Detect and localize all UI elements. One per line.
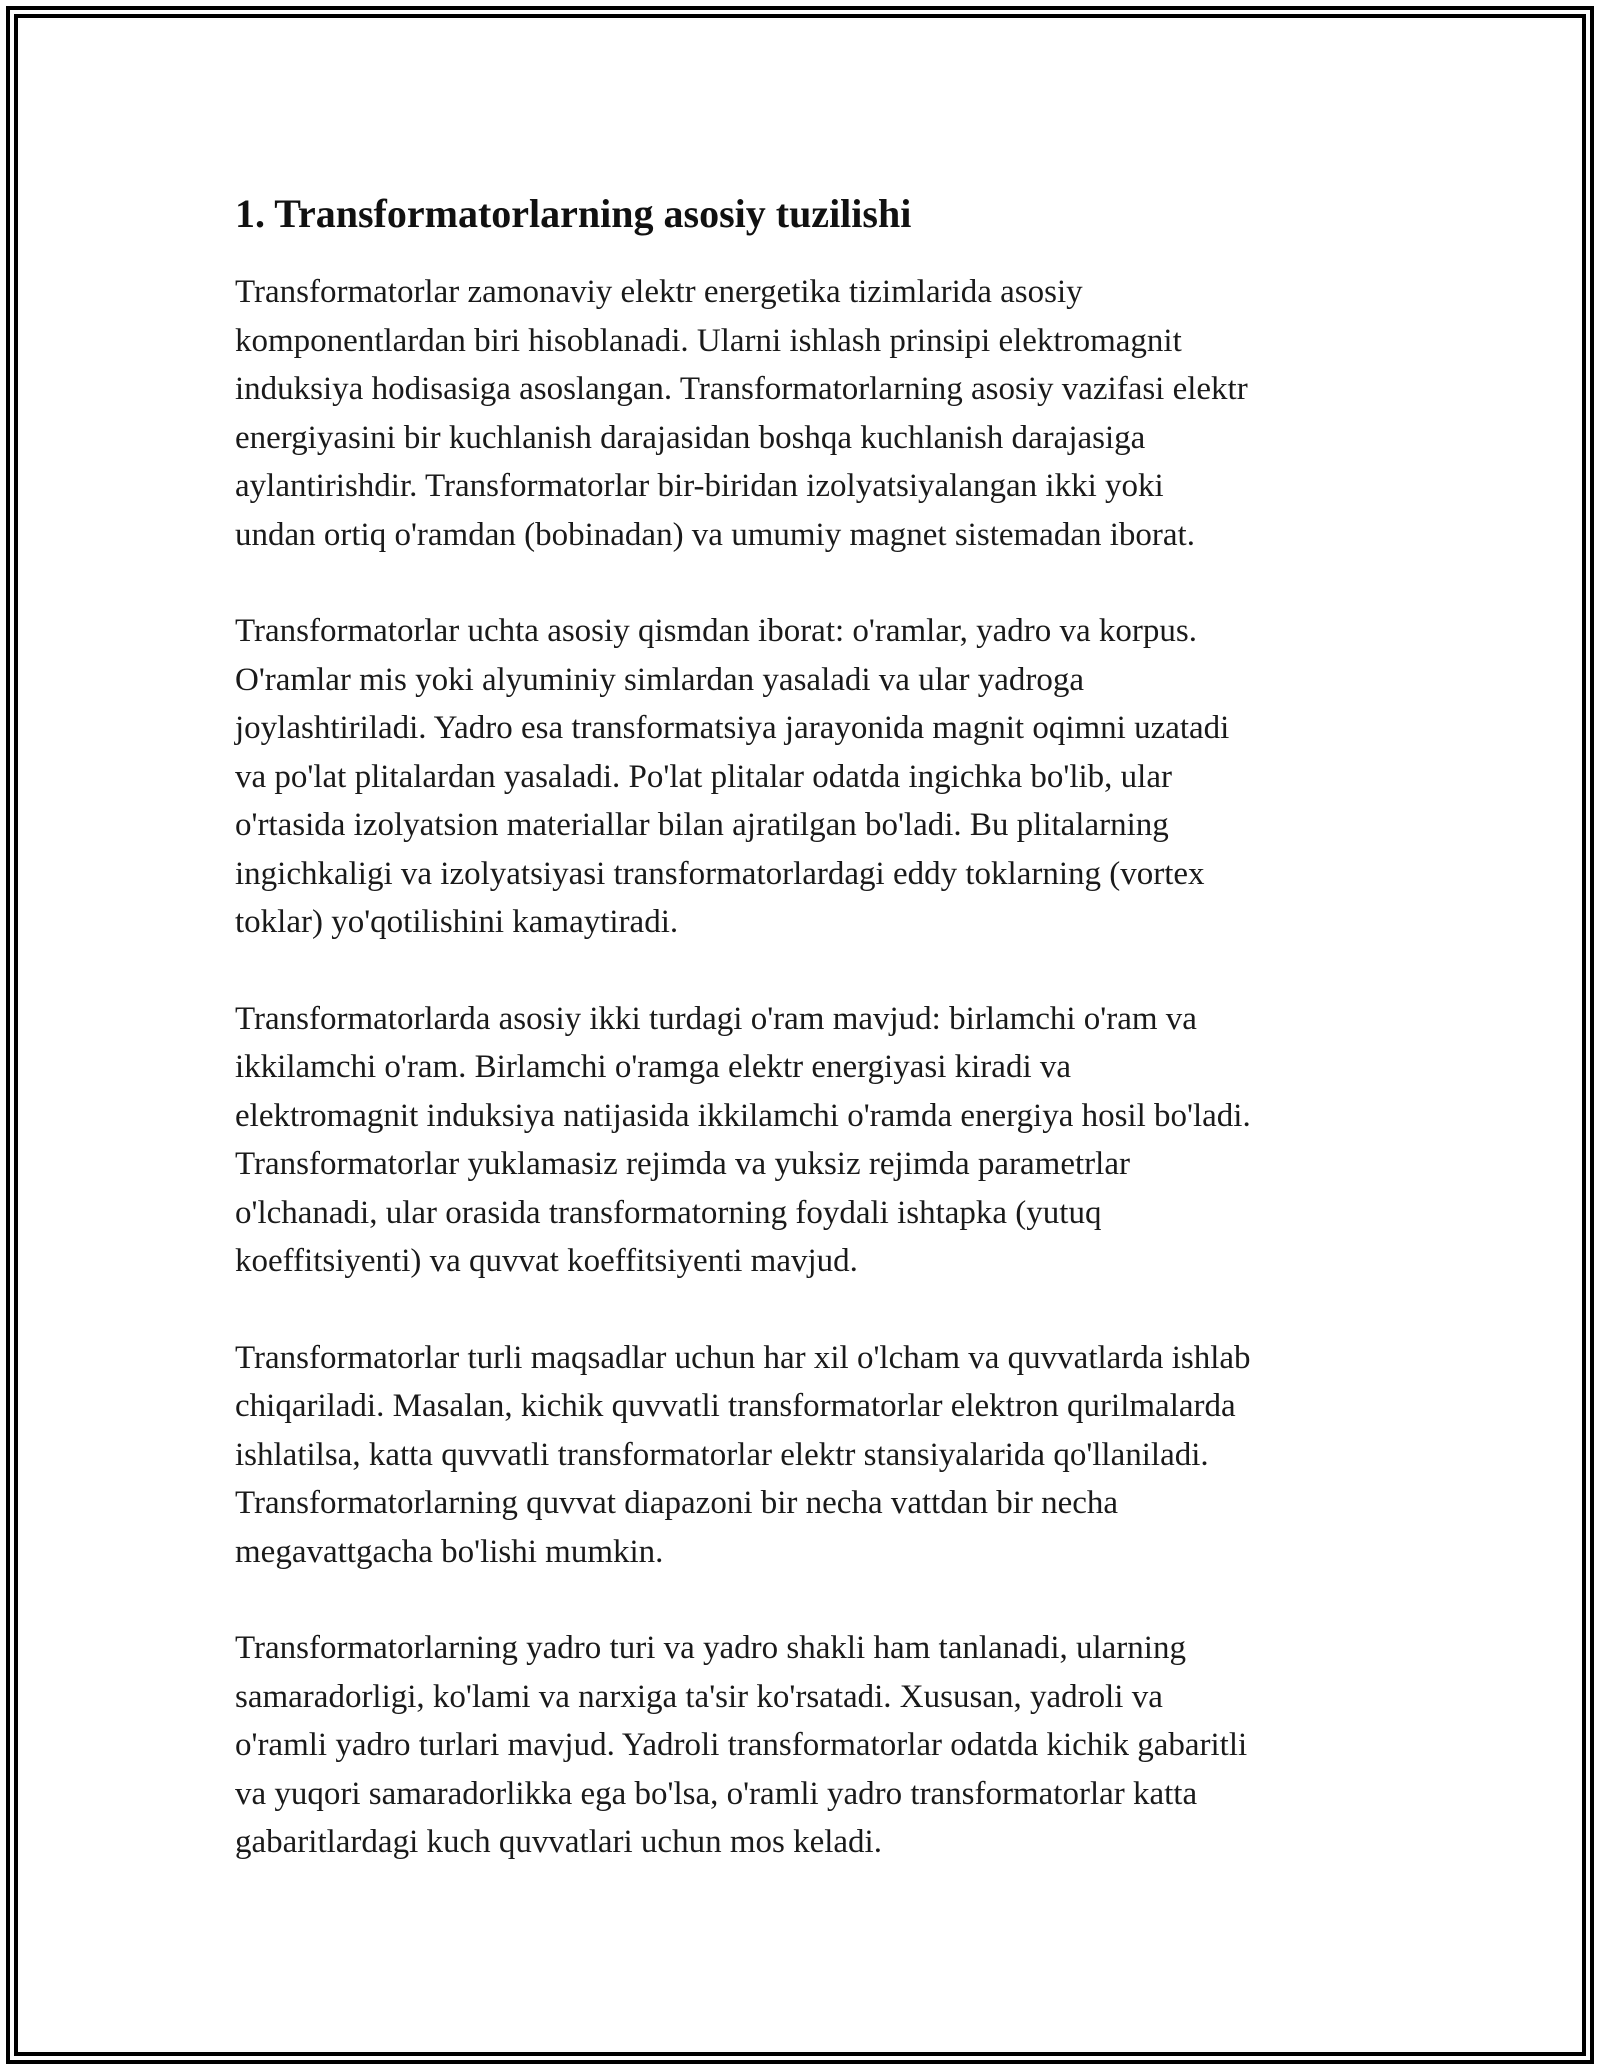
paragraph-1: Transformatorlar zamonaviy elektr energetika tizimlarida asosiy komponentlardan biri hisoblanadi. Ularni ishlash prinsipi elektromagnit induksiya hodisasiga asoslangan. Transformatorlarning asosiy vazifasi elektr energiyasini bir kuchlanish darajasidan boshqa kuchlanish darajasiga aylantirishdir. Transformatorlar bir-biridan izolyatsiyalangan ikki yoki undan ortiq o'ramdan (bobinadan) va umumiy magnet sistemadan iborat. bbox=[235, 274, 1248, 553]
document-body bbox=[235, 186, 1375, 1867]
paragraph-4: Transformatorlar turli maqsadlar uchun har xil o'lcham va quvvatlarda ishlab chiqariladi. Masalan, kichik quvvatli transformatorlar elektron qurilmalarda ishlatilsa, katta quvvatli transformatorlar elektr stansiyalarida qo'llaniladi. Transformatorlarning quvvat diapazoni bir necha vattdan bir necha megavattgacha bo'lishi mumkin. bbox=[235, 1339, 1251, 1570]
paragraph-3: Transformatorlarda asosiy ikki turdagi o'ram mavjud: birlamchi o'ram va ikkilamchi o'ram. Birlamchi o'ramga elektr energiyasi kiradi va elektromagnit induksiya natijasida ikkilamchi o'ramda energiya hosil bo'ladi. Transformatorlar yuklamasiz rejimda va yuksiz rejimda parametrlar o'lchanadi, ular orasida transformatorning foydali ishtapka (yutuq koeffitsiyenti) va quvvat koeffitsiyenti mavjud. bbox=[235, 1000, 1251, 1279]
section-heading: 1. Transformatorlarning asosiy tuzilishi bbox=[235, 191, 912, 236]
paragraph-2: Transformatorlar uchta asosiy qismdan iborat: o'ramlar, yadro va korpus. O'ramlar mis yoki alyuminiy simlardan yasaladi va ular yadroga joylashtiriladi. Yadro esa transformatsiya jarayonida magnit oqimni uzatadi va po'lat plitalardan yasaladi. Po'lat plitalar odatda ingichka bo'lib, ular o'rtasida izolyatsion materiallar bilan ajratilgan bo'ladi. Bu plitalarning ingichkaligi va izolyatsiyasi transformatorlardagi eddy toklarning (vortex toklar) yo'qotilishini kamaytiradi. bbox=[235, 613, 1230, 940]
paragraph-5: Transformatorlarning yadro turi va yadro shakli ham tanlanadi, ularning samaradorligi, ko'lami va narxiga ta'sir ko'rsatadi. Xususan, yadroli va o'ramli yadro turlari mavjud. Yadroli transformatorlar odatda kichik gabaritli va yuqori samaradorlikka ega bo'lsa, o'ramli yadro transformatorlar katta gabaritlardagi kuch quvvatlari uchun mos keladi. bbox=[235, 1630, 1248, 1860]
